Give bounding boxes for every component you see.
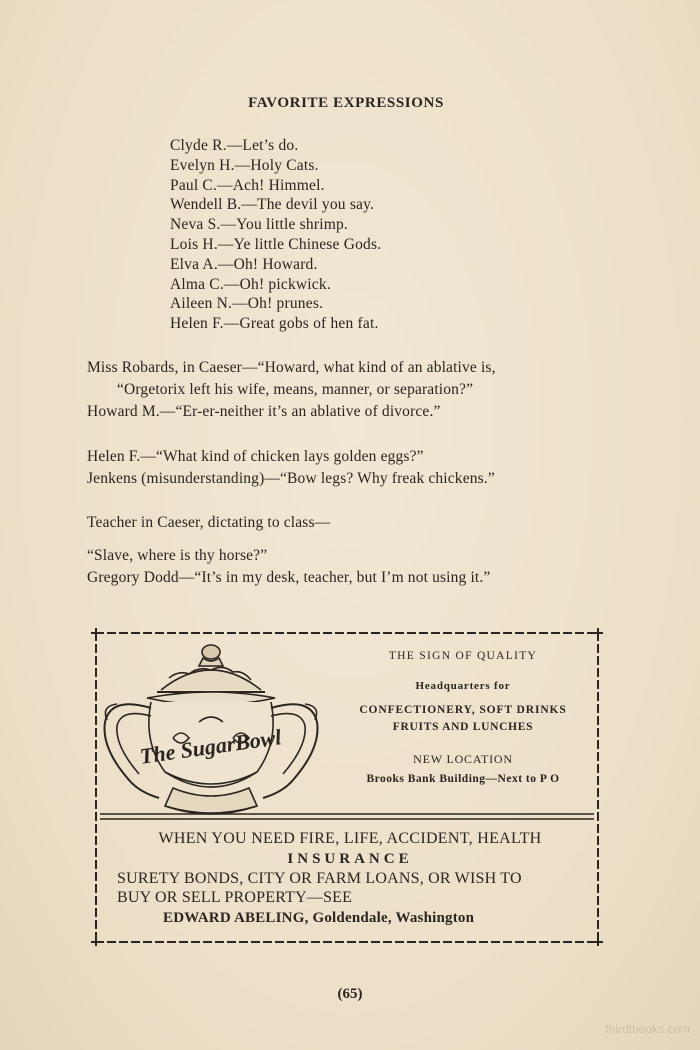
expression-item: Alma C.—Oh! pickwick. <box>170 275 331 293</box>
insurance-line-1: WHEN YOU NEED FIRE, LIFE, ACCIDENT, HEALTH <box>158 830 542 847</box>
watermark: thirdtbooks.com <box>605 1022 690 1036</box>
sugarbowl-details <box>331 650 595 785</box>
headquarters-line: Headquarters for <box>415 680 511 692</box>
products-line-1: CONFECTIONERY, SOFT DRINKS <box>359 704 567 716</box>
joke-line: “Orgetorix left his wife, means, manner, or separation?” <box>117 381 474 398</box>
expression-item: Wendell B.—The devil you say. <box>170 196 375 214</box>
logo-text: The SugarBowl <box>138 724 283 769</box>
joke-line: Teacher in Caeser, dictating to class— <box>87 514 331 531</box>
sugar-bowl-logo <box>99 638 329 818</box>
insurance-line-3: SURETY BONDS, CITY OR FARM LOANS, OR WISH TO <box>117 870 522 887</box>
joke-line: “Slave, where is thy horse?” <box>87 547 268 564</box>
insurance-line-4: BUY OR SELL PROPERTY—SEE <box>117 889 353 906</box>
expression-item: Elva A.—Oh! Howard. <box>170 255 318 273</box>
expression-item: Lois H.—Ye little Chinese Gods. <box>170 235 382 253</box>
products-line-2: FRUITS AND LUNCHES <box>392 721 534 733</box>
expression-item: Paul C.—Ach! Himmel. <box>170 176 325 194</box>
expression-item: Aileen N.—Oh! prunes. <box>170 295 324 313</box>
expression-item: Helen F.—Great gobs of hen fat. <box>170 315 379 333</box>
expression-item: Evelyn H.—Holy Cats. <box>170 156 319 174</box>
insurance-ad <box>115 828 585 929</box>
insurance-contact: EDWARD ABELING, Goldendale, Washington <box>163 910 475 926</box>
page-title: FAVORITE EXPRESSIONS <box>248 95 444 111</box>
page-number: (65) <box>337 986 363 1002</box>
advertisement-box <box>91 628 603 946</box>
joke-line: Helen F.—“What kind of chicken lays golden eggs?” <box>87 448 424 465</box>
new-location-label: NEW LOCATION <box>413 752 513 766</box>
insurance-heading: INSURANCE <box>287 851 413 867</box>
sign-of-quality: THE SIGN OF QUALITY <box>388 650 538 662</box>
joke-line: Miss Robards, in Caeser—“Howard, what kind of an ablative is, <box>87 359 496 376</box>
expression-item: Clyde R.—Let’s do. <box>170 137 299 154</box>
joke-line: Jenkens (misunderstanding)—“Bow legs? Why freak chickens.” <box>87 470 495 487</box>
address-line: Brooks Bank Building—Next to P O <box>366 773 560 785</box>
joke-line: Gregory Dodd—“It’s in my desk, teacher, but I’m not using it.” <box>87 569 491 586</box>
expressions-list <box>170 136 381 334</box>
joke-line: Howard M.—“Er-er-neither it’s an ablative of divorce.” <box>87 403 441 420</box>
expression-item: Neva S.—You little shrimp. <box>170 216 349 234</box>
